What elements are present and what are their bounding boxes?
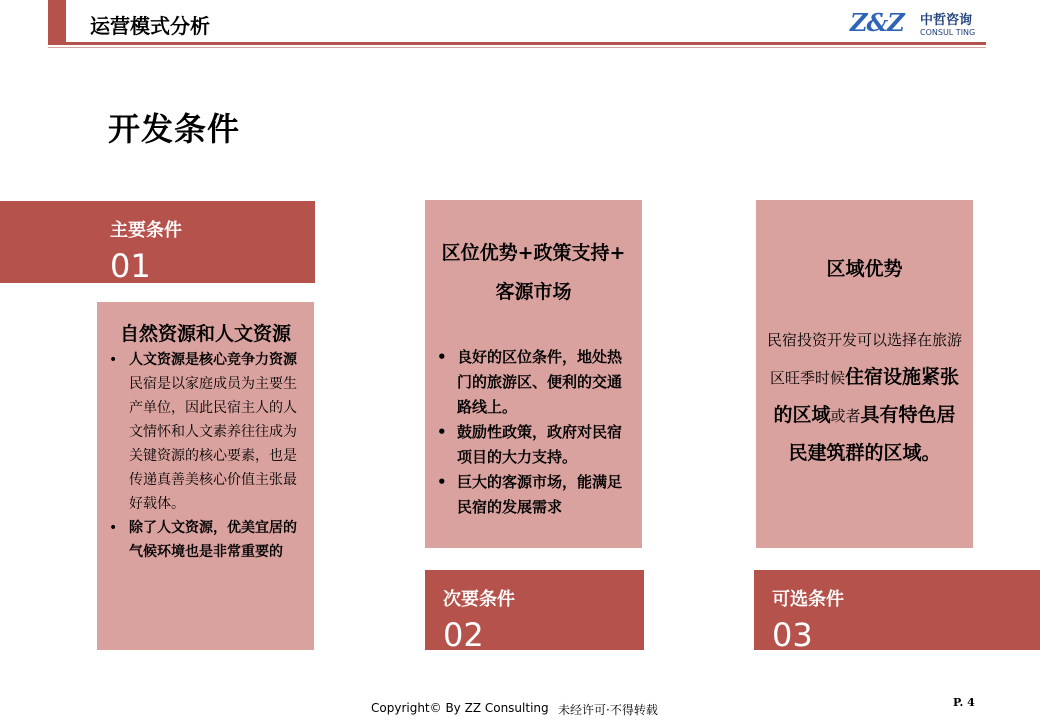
primary-condition-banner bbox=[0, 201, 315, 283]
header-divider-thin bbox=[48, 47, 986, 48]
secondary-condition-banner bbox=[425, 570, 644, 654]
secondary-bullet-list bbox=[431, 345, 635, 520]
list-item bbox=[431, 470, 635, 520]
secondary-condition-card bbox=[425, 200, 642, 548]
primary-card-title: 自然资源和人文资源 bbox=[119, 323, 291, 345]
optional-card-title bbox=[756, 254, 973, 281]
bullet-icon: • bbox=[109, 352, 118, 368]
optional-condition-card bbox=[756, 200, 973, 548]
bullet-title: 人文资源是核心竞争力资源 bbox=[129, 352, 297, 368]
header-divider bbox=[48, 42, 986, 45]
primary-number: 01 bbox=[110, 247, 151, 285]
logo-chinese-name: 中哲咨询 bbox=[920, 13, 973, 28]
bullet-text: 鼓励性政策，政府对民宿项目的大力支持。 bbox=[457, 423, 623, 466]
description-text: 或者 bbox=[830, 407, 861, 425]
bullet-icon: • bbox=[109, 520, 118, 536]
section-title: 运营模式分析 bbox=[90, 14, 210, 38]
secondary-card-title-line1: 区位优势+政策支持+ bbox=[441, 242, 626, 264]
header-accent-bar bbox=[48, 0, 66, 45]
optional-label: 可选条件 bbox=[772, 589, 844, 610]
footer-copyright: Copyright© By ZZ Consulting bbox=[371, 701, 549, 715]
logo-mark: Z&Z bbox=[850, 8, 904, 37]
bullet-text: 良好的区位条件，地处热门的旅游区、便利的交通路线上。 bbox=[457, 348, 623, 416]
logo-english-name: CONSUL TING bbox=[920, 28, 976, 37]
description-text: 民宿投资开发可以选择在旅游区旺季时候 bbox=[766, 331, 962, 387]
secondary-number: 02 bbox=[443, 616, 484, 654]
page-title: 开发条件 bbox=[108, 110, 241, 148]
optional-description bbox=[764, 322, 965, 473]
list-item bbox=[103, 516, 303, 564]
bullet-body: 民宿是以家庭成员为主要生产单位，因此民宿主人的人文情怀和人文素养往往成为关键资源的核心要素，也是传递真善美核心价值主张最好载体。 bbox=[129, 376, 297, 512]
list-item bbox=[103, 348, 303, 372]
list-item bbox=[103, 372, 303, 516]
optional-number: 03 bbox=[772, 616, 813, 654]
primary-condition-card bbox=[97, 302, 314, 650]
secondary-label: 次要条件 bbox=[443, 589, 515, 610]
page-number: P. 4 bbox=[953, 696, 975, 709]
bullet-text: 除了人文资源，优美宜居的气候环境也是非常重要的 bbox=[129, 520, 297, 560]
optional-card-title-text: 区域优势 bbox=[826, 258, 903, 280]
primary-label: 主要条件 bbox=[110, 220, 182, 241]
bullet-icon: • bbox=[437, 348, 447, 366]
bullet-icon: • bbox=[437, 423, 447, 441]
footer-notice: 未经许可·不得转载 bbox=[558, 703, 658, 717]
bullet-text: 巨大的客源市场，能满足民宿的发展需求 bbox=[457, 473, 623, 516]
list-item bbox=[431, 420, 635, 470]
bullet-icon: • bbox=[437, 473, 447, 491]
description-emphasis: 住宿设施紧张的区域 bbox=[773, 366, 960, 426]
list-item bbox=[431, 345, 635, 420]
description-emphasis: 具有特色居民建筑群的区域。 bbox=[788, 404, 956, 464]
optional-condition-banner bbox=[754, 570, 1040, 654]
secondary-card-title-line2: 客源市场 bbox=[495, 281, 572, 303]
primary-bullet-list bbox=[103, 348, 303, 564]
